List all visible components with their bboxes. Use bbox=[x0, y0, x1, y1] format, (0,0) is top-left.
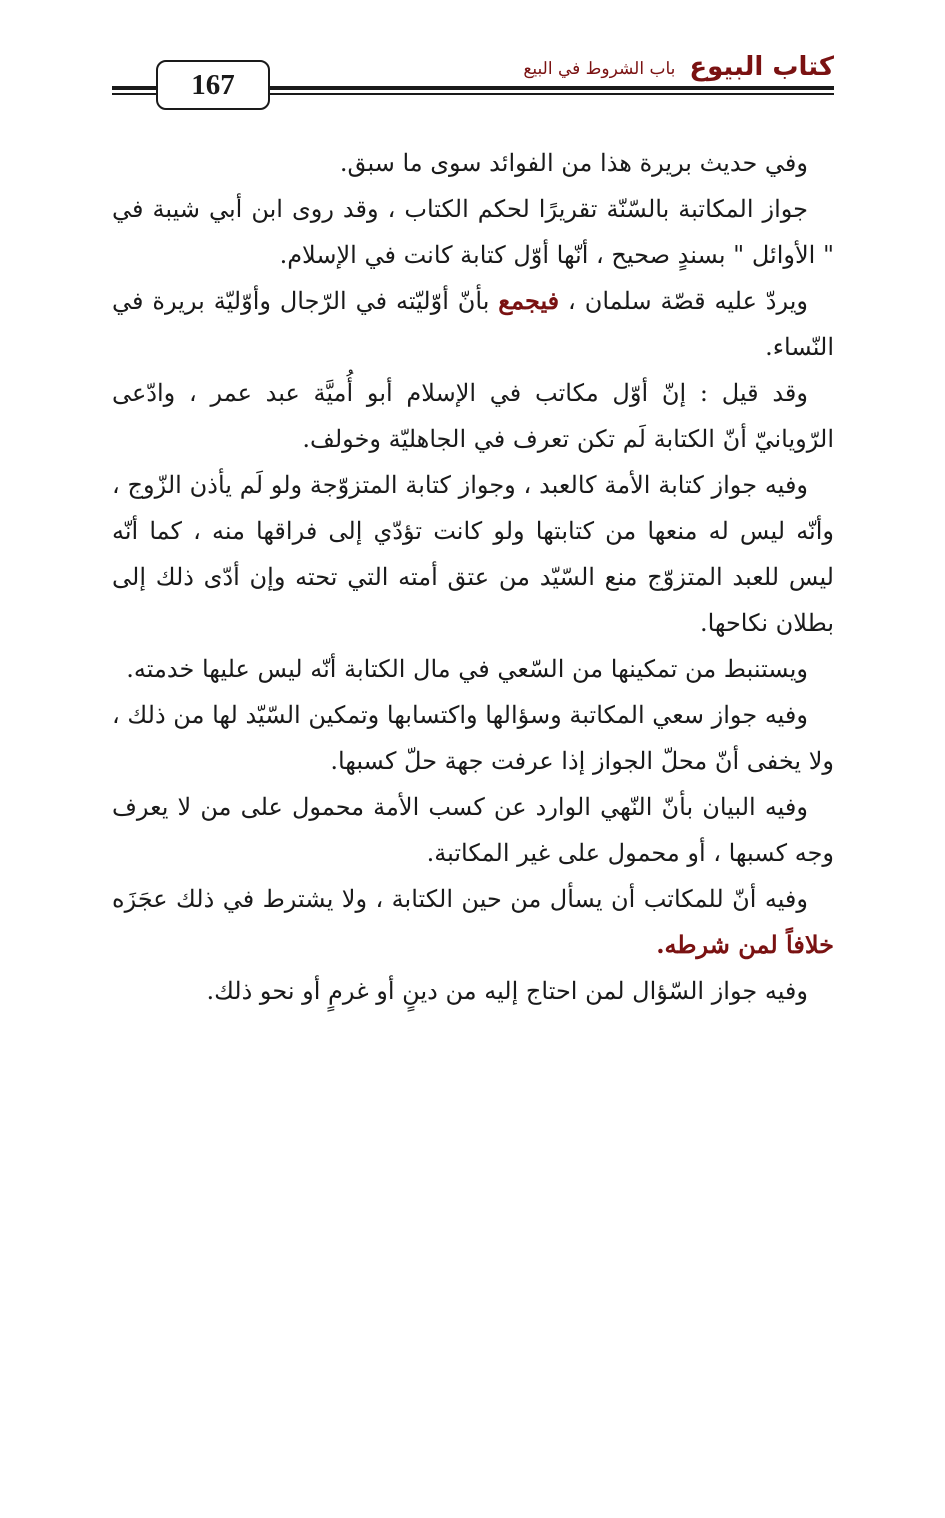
paragraph: وفيه جواز السّؤال لمن احتاج إليه من دينٍ أو غرمٍ أو نحو ذلك. bbox=[206, 977, 808, 1005]
paragraph: ويستنبط من تمكينها من السّعي في مال الكتابة أنّه ليس عليها خدمته. bbox=[126, 655, 808, 683]
paragraph: وفيه البيان بأنّ النّهي الوارد عن كسب الأمة محمول على من لا يعرف وجه كسبها ، أو محمول على غير المكاتبة. bbox=[112, 793, 834, 867]
paragraph bbox=[112, 876, 834, 968]
running-header bbox=[523, 48, 834, 84]
book-title: كتاب البيوع bbox=[689, 52, 834, 82]
paragraph: جواز المكاتبة بالسّنّة تقريرًا لحكم الكتاب ، وقد روى ابن أبي شيبة في " الأوائل " بسندٍ صحيح ، أنّها أوّل كتابة كانت في الإسلام. bbox=[112, 195, 834, 269]
paragraph-text: بأنّ أوّليّته في الرّجال وأوّليّة بريرة في النّساء. bbox=[112, 287, 834, 361]
paragraph: وفيه جواز كتابة الأمة كالعبد ، وجواز كتابة المتزوّجة ولو لَم يأذن الزّوج ، وأنّه ليس له منعها من كتابتها ولو كانت تؤدّي إلى فراقها منه ، كما أنّه ليس للعبد المتزوّج منع السّيّد من عتق أمته التي تحته وإن أدّى ذلك إلى بطلان نكاحها. bbox=[112, 471, 834, 637]
chapter-title: باب الشروط في البيع bbox=[523, 59, 676, 79]
paragraph-text: ويردّ عليه قصّة سلمان ، bbox=[559, 287, 809, 315]
page-number: 167 bbox=[156, 60, 270, 110]
page-body bbox=[112, 140, 834, 1014]
highlighted-term: خلافاً لمن شرطه. bbox=[656, 930, 834, 959]
paragraph: وقد قيل : إنّ أوّل مكاتب في الإسلام أبو أُميَّة عبد عمر ، وادّعى الرّويانيّ أنّ الكتابة لَم تكن تعرف في الجاهليّة وخولف. bbox=[112, 379, 834, 453]
paragraph-text: وفيه أنّ للمكاتب أن يسأل من حين الكتابة ، ولا يشترط في ذلك عجَزَه bbox=[112, 885, 808, 913]
paragraph bbox=[112, 278, 834, 370]
page-header bbox=[112, 48, 834, 114]
paragraph: وفيه جواز سعي المكاتبة وسؤالها واكتسابها وتمكين السّيّد لها من ذلك ، ولا يخفى أنّ محلّ الجواز إذا عرفت جهة حلّ كسبها. bbox=[112, 701, 834, 775]
paragraph: وفي حديث بريرة هذا من الفوائد سوى ما سبق. bbox=[339, 149, 808, 177]
highlighted-term: فيجمع bbox=[498, 286, 560, 315]
